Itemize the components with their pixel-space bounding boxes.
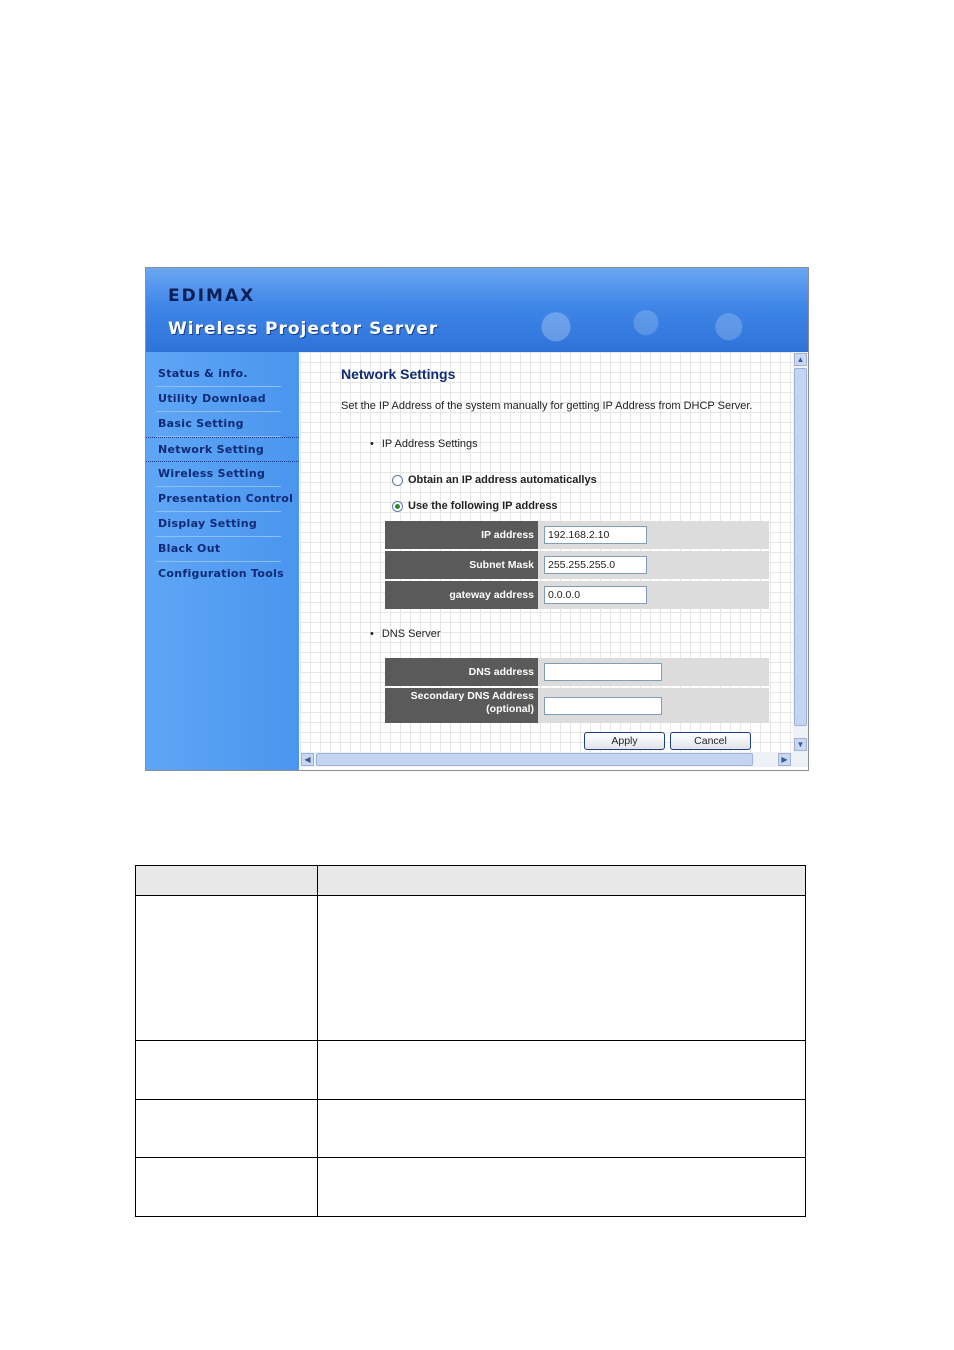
sidebar-item-label: Utility Download: [158, 392, 266, 405]
cancel-button[interactable]: Cancel: [670, 732, 751, 750]
chevron-down-icon[interactable]: ▼: [794, 738, 807, 751]
subnet-mask-input[interactable]: [544, 556, 647, 574]
dns-section-label: DNS Server: [381, 628, 441, 640]
chevron-right-icon[interactable]: ▶: [778, 753, 791, 766]
edimax-logo: EDIMAX: [168, 286, 256, 306]
dns-address-label: DNS address: [385, 658, 538, 686]
table-cell: [136, 1041, 318, 1100]
sidebar-item-label: Basic Setting: [158, 417, 244, 430]
chevron-up-icon[interactable]: ▲: [794, 353, 807, 366]
secondary-dns-label-line2: (optional): [486, 703, 534, 715]
page-description: Set the IP Address of the system manually for getting IP Address from DHCP Server.: [341, 400, 753, 412]
secondary-dns-row: [385, 688, 769, 723]
sidebar-item-label: Network Setting: [158, 443, 265, 456]
sidebar-item-utility-download[interactable]: [146, 387, 299, 412]
bullet-icon: •: [370, 438, 374, 450]
table-cell: [318, 1100, 806, 1158]
apply-button[interactable]: Apply: [584, 732, 665, 750]
table-cell: [318, 1158, 806, 1217]
bullet-icon: •: [370, 628, 374, 640]
product-title: Wireless Projector Server: [168, 319, 439, 339]
header-banner: [146, 268, 808, 352]
ip-section-heading: [370, 438, 478, 450]
obtain-ip-auto-radio[interactable]: [392, 475, 403, 486]
gateway-label: gateway address: [385, 581, 538, 609]
subnet-mask-label: Subnet Mask: [385, 551, 538, 579]
dns-address-input[interactable]: [544, 663, 662, 681]
sidebar-item-display-setting[interactable]: [146, 512, 299, 537]
table-header-cell: [136, 866, 318, 896]
horizontal-scrollbar[interactable]: [300, 752, 793, 767]
dns-address-row: [385, 658, 769, 686]
secondary-dns-label-line1: Secondary DNS Address: [410, 690, 534, 702]
use-static-ip-radio[interactable]: [392, 501, 403, 512]
router-screenshot: [145, 267, 809, 771]
table-cell: [318, 1041, 806, 1100]
sidebar-item-label: Configuration Tools: [158, 567, 284, 580]
use-static-ip-label[interactable]: Use the following IP address: [408, 500, 558, 512]
table-header-cell: [318, 866, 806, 896]
ip-address-label: IP address: [385, 521, 538, 549]
sidebar-item-label: Presentation Control: [158, 492, 294, 505]
sidebar-item-label: Status & info.: [158, 367, 248, 380]
scroll-thumb[interactable]: [794, 368, 807, 726]
secondary-dns-input[interactable]: [544, 697, 662, 715]
table-row: [136, 1158, 806, 1217]
description-table: [135, 865, 806, 1217]
gateway-row: [385, 581, 769, 609]
table-cell: [136, 1158, 318, 1217]
table-row: [136, 1041, 806, 1100]
sidebar-item-wireless-setting[interactable]: [146, 462, 299, 487]
sidebar-item-black-out[interactable]: [146, 537, 299, 562]
sidebar-item-label: Black Out: [158, 542, 221, 555]
scroll-thumb[interactable]: [316, 753, 753, 766]
sidebar: [146, 352, 299, 770]
banner-decoration: [448, 268, 808, 352]
subnet-mask-row: [385, 551, 769, 579]
sidebar-item-basic-setting[interactable]: [146, 412, 299, 437]
sidebar-item-configuration-tools[interactable]: [146, 562, 299, 587]
dns-section-heading: [370, 628, 441, 640]
gateway-input[interactable]: [544, 586, 647, 604]
ip-address-row: [385, 521, 769, 549]
vertical-scrollbar[interactable]: [793, 352, 808, 752]
sidebar-item-presentation-control[interactable]: [146, 487, 299, 512]
table-row: [136, 1100, 806, 1158]
sidebar-item-network-setting[interactable]: [146, 437, 299, 462]
table-cell: [136, 1100, 318, 1158]
scroll-corner: [793, 752, 808, 767]
table-cell: [136, 896, 318, 1041]
settings-panel: [300, 352, 793, 752]
sidebar-item-label: Display Setting: [158, 517, 258, 530]
ip-section-label: IP Address Settings: [381, 438, 478, 450]
table-header-row: [136, 866, 806, 896]
page-title: Network Settings: [341, 366, 456, 382]
sidebar-item-label: Wireless Setting: [158, 467, 266, 480]
ip-address-input[interactable]: [544, 526, 647, 544]
chevron-left-icon[interactable]: ◀: [301, 753, 314, 766]
secondary-dns-label: [385, 688, 538, 723]
table-cell: [318, 896, 806, 1041]
table-row: [136, 896, 806, 1041]
sidebar-item-status[interactable]: [146, 362, 299, 387]
obtain-ip-auto-label[interactable]: Obtain an IP address automaticallys: [408, 474, 597, 486]
